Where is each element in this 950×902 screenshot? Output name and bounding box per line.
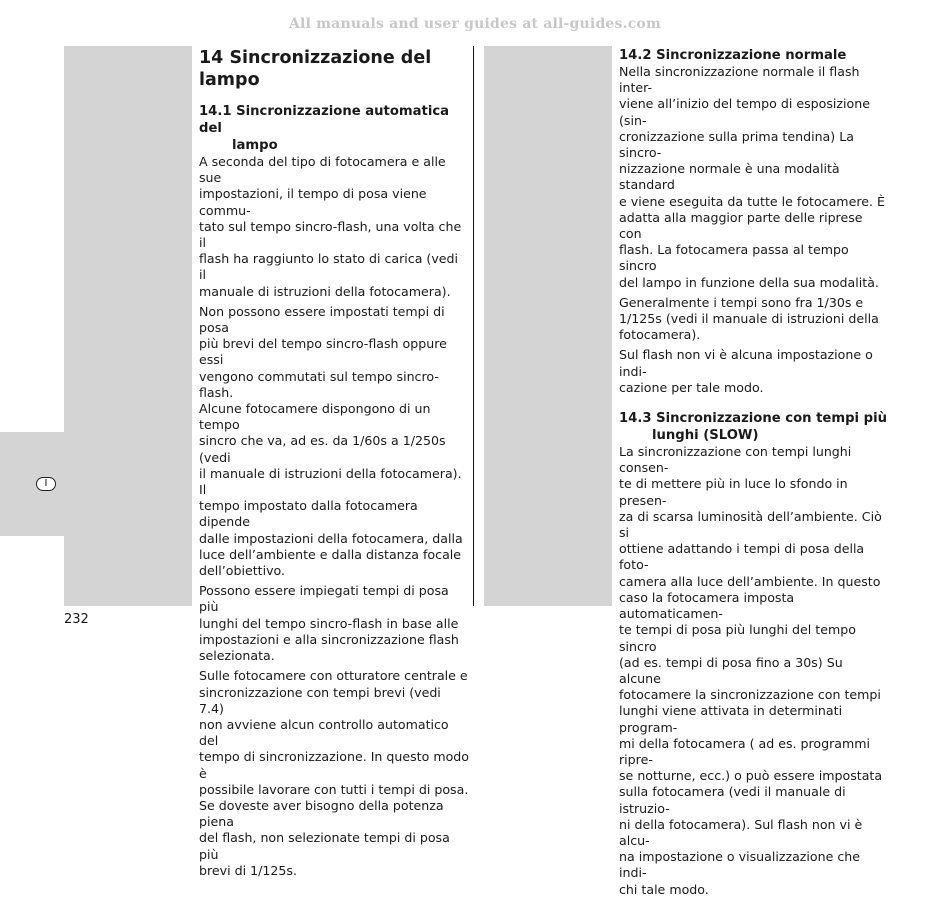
text-line: 1/125s (vedi il manuale di istruzioni della (619, 311, 879, 327)
paragraph (199, 583, 469, 664)
paragraph (199, 154, 469, 300)
section-14-1-title-line2: lampo (232, 138, 278, 153)
text-line: brevi di 1/125s. (199, 862, 297, 878)
section-14-2-title: 14.2 Sincronizzazione normale (619, 48, 847, 63)
text-line: ni della fotocamera). Sul flash non vi è alcu- (619, 816, 863, 848)
text-line: Sul flash non vi è alcuna impostazione o indi- (619, 347, 873, 379)
paragraph (619, 295, 887, 344)
text-line: cronizzazione sulla prima tendina) La sincro- (619, 128, 854, 161)
section-14-2-body (619, 64, 887, 396)
text-line: chi tale modo. (619, 881, 709, 897)
text-line: fotocamera). (619, 327, 701, 343)
text-line: Se doveste aver bisogno della potenza piena (199, 797, 444, 830)
right-margin-band (484, 46, 612, 606)
text-line: na impostazione o visualizzazione che indi- (619, 849, 860, 881)
text-line: sulla fotocamera (vedi il manuale di istruzio- (619, 784, 846, 816)
text-line: Nella sincronizzazione normale il flash inter- (619, 64, 860, 96)
text-line: manuale di istruzioni della fotocamera). (199, 283, 451, 299)
text-line: adatta alla maggior parte delle riprese con (619, 209, 863, 242)
column-divider (473, 46, 474, 606)
text-line: flash. La fotocamera passa al tempo sincro (619, 242, 849, 274)
text-line: La sincronizzazione con tempi lunghi consen- (619, 444, 852, 476)
text-line: Alcune fotocamere dispongono di un tempo (199, 401, 431, 433)
text-line: Generalmente i tempi sono fra 1/30s e (619, 294, 864, 310)
paragraph (619, 64, 887, 291)
text-line: tempo di sincronizzazione. In questo modo è (199, 749, 469, 781)
paragraph (619, 347, 887, 396)
paragraph (199, 668, 469, 879)
text-line: lunghi viene attivata in determinati program- (619, 703, 843, 735)
text-line: mi della fotocamera ( ad es. programmi ripre- (619, 735, 871, 767)
left-margin-band (64, 46, 192, 606)
text-line: più brevi del tempo sincro-flash oppure essi (199, 336, 447, 368)
text-line: se notturne, ecc.) o può essere impostata (619, 768, 883, 784)
text-line: A seconda del tipo di fotocamera e alle sue (199, 154, 446, 186)
text-line: Possono essere impiegati tempi di posa più (199, 583, 449, 615)
section-14-3-title (619, 410, 887, 444)
text-line: del lampo in funzione della sua modalità. (619, 274, 879, 290)
text-line: il manuale di istruzioni della fotocamera). Il (199, 465, 462, 498)
watermark: All manuals and user guides at all-guides.com (289, 16, 661, 32)
text-line: possibile lavorare con tutti i tempi di posa. (199, 781, 469, 797)
paragraph (199, 304, 469, 579)
paragraph (619, 444, 887, 898)
text-line: fotocamere la sincronizzazione con tempi (619, 687, 881, 703)
text-line: vengono commutati sul tempo sincro-flash. (199, 368, 439, 400)
text-line: impostazioni e alla sincronizzazione flash (199, 631, 459, 647)
text-line: cazione per tale modo. (619, 379, 764, 395)
left-column (199, 47, 469, 883)
text-line: impostazioni, il tempo di posa viene commu- (199, 186, 427, 218)
text-line: za di scarsa luminosità dell’ambiente. Ciò si (619, 508, 882, 541)
text-line: non avviene alcun controllo automatico del (199, 716, 449, 749)
text-line: del flash, non selezionate tempi di posa più (199, 830, 450, 862)
text-line: dell’obiettivo. (199, 563, 286, 579)
section-14-3-title-line1: 14.3 Sincronizzazione con tempi più (619, 411, 887, 427)
text-line: tato sul tempo sincro-flash, una volta che il (199, 218, 462, 251)
language-tab-label: I (36, 477, 56, 491)
text-line: te di mettere più in luce lo sfondo in presen- (619, 476, 848, 508)
text-line: e viene eseguita da tutte le fotocamere. È (619, 193, 885, 209)
page-number: 232 (64, 612, 89, 627)
text-line: flash ha raggiunto lo stato di carica (vedi il (199, 251, 459, 283)
text-line: selezionata. (199, 648, 275, 664)
right-column (619, 47, 887, 902)
text-line: camera alla luce dell’ambiente. In questo (619, 573, 881, 589)
text-line: dalle impostazioni della fotocamera, dalla (199, 530, 463, 546)
section-14-3-title-line2: lunghi (SLOW) (652, 428, 759, 444)
text-line: sincronizzazione con tempi brevi (vedi 7.4) (199, 684, 441, 716)
section-14-1-body (199, 154, 469, 879)
text-line: lunghi del tempo sincro-flash in base alle (199, 615, 459, 631)
text-line: luce dell’ambiente e dalla distanza focale (199, 546, 462, 562)
text-line: caso la fotocamera imposta automaticamen- (619, 589, 795, 622)
text-line: viene all’inizio del tempo di esposizione (sin- (619, 96, 870, 128)
section-14-3-body (619, 444, 887, 898)
section-14-1-title (199, 103, 469, 154)
text-line: te tempi di posa più lunghi del tempo sincro (619, 622, 856, 654)
text-line: sincro che va, ad es. da 1/60s a 1/250s (vedi (199, 433, 446, 465)
chapter-title: 14 Sincronizzazione del lampo (199, 48, 432, 90)
text-line: Sulle fotocamere con otturatore centrale e (199, 668, 468, 684)
text-line: (ad es. tempi di posa fino a 30s) Su alcune (619, 654, 843, 686)
section-14-1-title-line1: 14.1 Sincronizzazione automatica del (199, 104, 450, 136)
text-line: nizzazione normale è una modalità standard (619, 161, 840, 193)
text-line: Non possono essere impostati tempi di posa (199, 303, 445, 336)
text-line: ottiene adattando i tempi di posa della foto- (619, 541, 865, 573)
text-line: tempo impostato dalla fotocamera dipende (199, 498, 418, 530)
